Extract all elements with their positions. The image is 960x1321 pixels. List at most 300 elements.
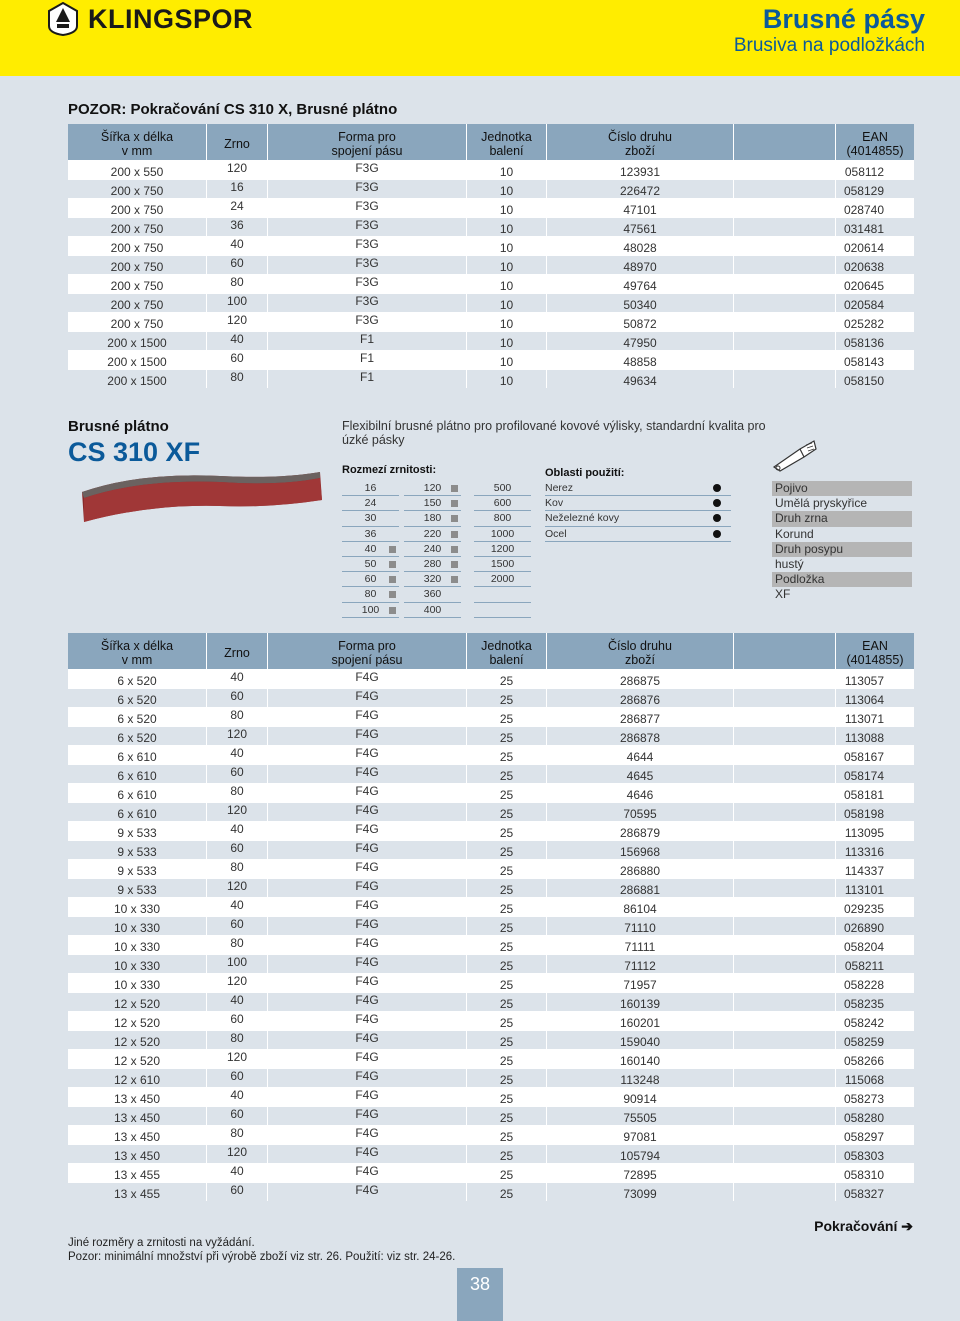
table-cell: 025282 xyxy=(836,312,914,331)
table-cell: 40 xyxy=(207,1087,268,1106)
table-cell: 115068 xyxy=(836,1068,914,1087)
table-cell: 120 xyxy=(207,802,268,821)
table-row xyxy=(68,973,914,992)
table-cell: F4G xyxy=(268,935,467,954)
table-cell xyxy=(734,1030,836,1049)
table-row xyxy=(68,821,914,840)
grit-label: 2000 xyxy=(490,573,515,586)
table-cell: 9 x 533 xyxy=(68,840,207,859)
brand-name: KLINGSPOR xyxy=(88,3,254,34)
grit-label: 240 xyxy=(423,542,442,555)
table-cell: 058280 xyxy=(836,1106,914,1125)
table-cell xyxy=(734,1125,836,1144)
table-cell xyxy=(734,878,836,897)
grit-value xyxy=(474,557,531,572)
table-cell: 4646 xyxy=(547,783,734,802)
table-cell: 10 xyxy=(467,312,547,331)
table-cell xyxy=(734,1144,836,1163)
table-cell: 47101 xyxy=(547,198,734,217)
table-row xyxy=(68,878,914,897)
table-cell: 113064 xyxy=(836,688,914,707)
table-cell: 058259 xyxy=(836,1030,914,1049)
table-cell: 40 xyxy=(207,669,268,688)
table-cell: 120 xyxy=(207,878,268,897)
table-cell: 25 xyxy=(467,840,547,859)
table-cell: 10 xyxy=(467,160,547,179)
table-row xyxy=(68,992,914,1011)
table-cell: 120 xyxy=(207,1144,268,1163)
table-cell: 286879 xyxy=(547,821,734,840)
recommended-grit-marker-icon xyxy=(451,515,458,522)
table-cell: 058211 xyxy=(836,954,914,973)
table-cell: 80 xyxy=(207,1125,268,1144)
table-cell: 4645 xyxy=(547,764,734,783)
table-cell: F4G xyxy=(268,783,467,802)
table-cell: 71111 xyxy=(547,935,734,954)
table-cell xyxy=(734,992,836,1011)
table-cell xyxy=(734,1182,836,1201)
page-subtitle: Brusiva na podložkách xyxy=(733,35,925,56)
product-name: CS 310 XF xyxy=(68,437,201,467)
grit-label: 40 xyxy=(364,542,377,555)
grit-value xyxy=(474,527,531,542)
table-cell xyxy=(734,745,836,764)
grit-label: 220 xyxy=(423,527,442,540)
table-cell: 25 xyxy=(467,1030,547,1049)
use-area-item xyxy=(545,481,731,496)
table-cell: F3G xyxy=(268,293,467,312)
column-header: Jednotka balení xyxy=(467,124,547,160)
table-row xyxy=(68,312,914,331)
table-cell: 026890 xyxy=(836,916,914,935)
table-cell: 13 x 455 xyxy=(68,1182,207,1201)
table-cell: 25 xyxy=(467,878,547,897)
table-cell: 40 xyxy=(207,236,268,255)
table-cell: 12 x 520 xyxy=(68,1030,207,1049)
grit-value xyxy=(474,542,531,557)
recommended-grit-marker-icon xyxy=(451,485,458,492)
table-cell xyxy=(734,331,836,350)
grit-label: 150 xyxy=(423,497,442,510)
grit-value xyxy=(404,542,461,557)
grit-value xyxy=(404,511,461,526)
table-cell: 160139 xyxy=(547,992,734,1011)
grit-value xyxy=(474,511,531,526)
property-label: Podložka xyxy=(772,572,912,587)
property-value: hustý xyxy=(775,556,804,571)
table-cell: 9 x 533 xyxy=(68,859,207,878)
table-cell: F3G xyxy=(268,312,467,331)
table-row xyxy=(68,350,914,369)
table-cell: 40 xyxy=(207,1163,268,1182)
table-cell: F4G xyxy=(268,821,467,840)
table-cell: 10 xyxy=(467,331,547,350)
table-row xyxy=(68,1068,914,1087)
table-cell: 60 xyxy=(207,916,268,935)
table-cell: F4G xyxy=(268,707,467,726)
table-cell: 12 x 520 xyxy=(68,992,207,1011)
table-cell: 80 xyxy=(207,935,268,954)
table-cell: 80 xyxy=(207,369,268,388)
table-cell: F1 xyxy=(268,350,467,369)
table-cell: 058242 xyxy=(836,1011,914,1030)
table-header-row xyxy=(68,633,914,669)
table-cell: 160140 xyxy=(547,1049,734,1068)
column-header: Forma pro spojení pásu xyxy=(268,124,467,160)
table-row xyxy=(68,669,914,688)
table-cell: 160201 xyxy=(547,1011,734,1030)
table-cell: 10 xyxy=(467,274,547,293)
column-header: Zrno xyxy=(207,633,268,669)
table-cell xyxy=(734,840,836,859)
table-cell xyxy=(734,236,836,255)
table-cell: 100 xyxy=(207,293,268,312)
table-cell: 114337 xyxy=(836,859,914,878)
table-cell: 286880 xyxy=(547,859,734,878)
grit-value xyxy=(342,496,399,511)
table-cell xyxy=(734,669,836,688)
table-cell: 6 x 520 xyxy=(68,726,207,745)
table-cell xyxy=(734,179,836,198)
grit-value xyxy=(474,481,531,496)
column-header: Šířka x délka v mm xyxy=(68,633,207,669)
column-header: Číslo druhu zboží xyxy=(547,124,734,160)
table-cell: F3G xyxy=(268,274,467,293)
table-cell: 80 xyxy=(207,859,268,878)
product-properties xyxy=(772,481,912,603)
table-cell: 6 x 520 xyxy=(68,707,207,726)
table-cell xyxy=(734,973,836,992)
table-cell: F4G xyxy=(268,1144,467,1163)
table-cell: F4G xyxy=(268,802,467,821)
table-cell: 70595 xyxy=(547,802,734,821)
table-cell: 6 x 520 xyxy=(68,669,207,688)
table-cell: F4G xyxy=(268,1163,467,1182)
table-cell: 6 x 610 xyxy=(68,802,207,821)
table-cell: 200 x 750 xyxy=(68,217,207,236)
grit-label: 30 xyxy=(364,512,377,525)
grit-label: 120 xyxy=(423,482,442,494)
table-cell xyxy=(734,1049,836,1068)
table-cell: 24 xyxy=(207,198,268,217)
recommended-grit-marker-icon xyxy=(389,561,396,568)
table-cell: 13 x 450 xyxy=(68,1087,207,1106)
table-cell: 80 xyxy=(207,783,268,802)
table-cell: 113101 xyxy=(836,878,914,897)
table-cell: 058112 xyxy=(836,160,914,179)
grit-value xyxy=(342,603,399,618)
table-cell: 25 xyxy=(467,1106,547,1125)
table-cell: F4G xyxy=(268,745,467,764)
grit-range-title: Rozmezí zrnitosti: xyxy=(342,464,437,476)
table-cell: 12 x 520 xyxy=(68,1049,207,1068)
grit-column-2 xyxy=(404,481,461,618)
table-cell: 60 xyxy=(207,840,268,859)
grit-value xyxy=(342,527,399,542)
table-cell: 60 xyxy=(207,255,268,274)
table-row xyxy=(68,1030,914,1049)
grit-value xyxy=(342,481,399,496)
grit-label: 180 xyxy=(423,512,442,525)
table-cell xyxy=(734,1011,836,1030)
table-cell: 028740 xyxy=(836,198,914,217)
grit-label: 24 xyxy=(364,497,377,510)
table-cell: F4G xyxy=(268,1125,467,1144)
table-cell: 97081 xyxy=(547,1125,734,1144)
table-cell: 120 xyxy=(207,726,268,745)
table-row xyxy=(68,688,914,707)
grit-value xyxy=(404,496,461,511)
table-cell: 020584 xyxy=(836,293,914,312)
table-cell: 48970 xyxy=(547,255,734,274)
table-cell: 80 xyxy=(207,274,268,293)
table-cell xyxy=(734,916,836,935)
table-cell: 029235 xyxy=(836,897,914,916)
table-cell: F3G xyxy=(268,179,467,198)
grit-label: 280 xyxy=(423,557,442,570)
note-other-sizes: Jiné rozměry a zrnitosti na vyžádání. xyxy=(68,1237,255,1249)
table-cell: 36 xyxy=(207,217,268,236)
table-cell: 25 xyxy=(467,1163,547,1182)
table-cell: F4G xyxy=(268,859,467,878)
table-cell: 25 xyxy=(467,1011,547,1030)
product-type-label: Brusné plátno xyxy=(68,418,169,435)
grit-label: 1500 xyxy=(490,557,515,570)
grit-label: 16 xyxy=(364,482,377,494)
table-cell: 120 xyxy=(207,973,268,992)
grit-label: 80 xyxy=(364,588,377,601)
column-header xyxy=(734,633,836,669)
table-cell: 40 xyxy=(207,897,268,916)
page-number: 38 xyxy=(457,1268,503,1321)
grit-value xyxy=(474,496,531,511)
property-value: Umělá pryskyřice xyxy=(775,496,868,511)
table-cell: F3G xyxy=(268,236,467,255)
continuation-heading: POZOR: Pokračování CS 310 X, Brusné plátno xyxy=(68,101,398,118)
property-label: Druh posypu xyxy=(772,542,912,557)
table-cell: 60 xyxy=(207,1011,268,1030)
table-cell: 25 xyxy=(467,707,547,726)
grit-value xyxy=(404,527,461,542)
table-cell: 25 xyxy=(467,916,547,935)
recommended-grit-marker-icon xyxy=(451,561,458,568)
table-cell: 16 xyxy=(207,179,268,198)
table-cell: F4G xyxy=(268,669,467,688)
table-row xyxy=(68,897,914,916)
suitability-dot-icon xyxy=(713,499,721,507)
table-cell: 200 x 550 xyxy=(68,160,207,179)
table-cell: 71110 xyxy=(547,916,734,935)
table-cell: 48858 xyxy=(547,350,734,369)
table-cell: 40 xyxy=(207,992,268,1011)
table-cell: 4644 xyxy=(547,745,734,764)
table-cell: 100 xyxy=(207,954,268,973)
table-cell: 123931 xyxy=(547,160,734,179)
recommended-grit-marker-icon xyxy=(389,576,396,583)
continue-link[interactable]: Pokračování ➔ xyxy=(814,1218,913,1234)
table-cell: 058204 xyxy=(836,935,914,954)
table-cell: 80 xyxy=(207,707,268,726)
grit-value xyxy=(342,542,399,557)
table-cell: 058303 xyxy=(836,1144,914,1163)
table-row xyxy=(68,745,914,764)
table-cell xyxy=(734,1068,836,1087)
table-row xyxy=(68,179,914,198)
table-cell: 020614 xyxy=(836,236,914,255)
grit-column-3 xyxy=(474,481,531,618)
column-header: Jednotka balení xyxy=(467,633,547,669)
table-cell xyxy=(734,783,836,802)
table-row xyxy=(68,1087,914,1106)
table-row xyxy=(68,331,914,350)
grit-label: 320 xyxy=(423,573,442,586)
brand-logo xyxy=(46,2,253,36)
table-cell: 25 xyxy=(467,745,547,764)
use-area-label: Nerez xyxy=(545,482,574,494)
grit-label: 60 xyxy=(364,573,377,586)
use-area-item xyxy=(545,527,731,542)
table-cell: 10 xyxy=(467,198,547,217)
table-row xyxy=(68,916,914,935)
table-cell: 058167 xyxy=(836,745,914,764)
table-cell xyxy=(734,350,836,369)
grit-label: 1200 xyxy=(490,542,515,555)
table-cell: 60 xyxy=(207,764,268,783)
table-row xyxy=(68,369,914,388)
table-cell: 058228 xyxy=(836,973,914,992)
table-cell: 40 xyxy=(207,745,268,764)
grit-value xyxy=(404,557,461,572)
table-row xyxy=(68,198,914,217)
klingspor-logo-icon xyxy=(46,2,80,36)
table-cell: 113057 xyxy=(836,669,914,688)
table-cell: F4G xyxy=(268,1087,467,1106)
table-cell: 105794 xyxy=(547,1144,734,1163)
table-cell: 86104 xyxy=(547,897,734,916)
table-cell: 60 xyxy=(207,1182,268,1201)
table-cell: 60 xyxy=(207,1068,268,1087)
table-row xyxy=(68,236,914,255)
table-cell: 113095 xyxy=(836,821,914,840)
table-cell: 286875 xyxy=(547,669,734,688)
page-title: Brusné pásy xyxy=(762,4,925,34)
table-cell: F1 xyxy=(268,331,467,350)
table-cell: F4G xyxy=(268,878,467,897)
table-cell: 226472 xyxy=(547,179,734,198)
table-cell: F3G xyxy=(268,255,467,274)
table-cell: 058327 xyxy=(836,1182,914,1201)
use-area-item xyxy=(545,511,731,526)
header-titles xyxy=(734,4,925,58)
table-cell: 60 xyxy=(207,1106,268,1125)
column-header: Zrno xyxy=(207,124,268,160)
table-cell: F4G xyxy=(268,954,467,973)
table-cell xyxy=(734,198,836,217)
belt-sander-icon xyxy=(770,437,818,473)
column-header: EAN (4014855) xyxy=(836,124,914,160)
table-cell: 10 x 330 xyxy=(68,897,207,916)
table-cell: 47561 xyxy=(547,217,734,236)
property-value: XF xyxy=(775,587,791,602)
table-cell: 200 x 750 xyxy=(68,312,207,331)
table-cell: 058235 xyxy=(836,992,914,1011)
table-cell: 200 x 1500 xyxy=(68,350,207,369)
table-cell: 200 x 750 xyxy=(68,293,207,312)
table-cell: 286876 xyxy=(547,688,734,707)
table-cell: 25 xyxy=(467,669,547,688)
table-cell: 12 x 520 xyxy=(68,1011,207,1030)
table-cell: 113248 xyxy=(547,1068,734,1087)
table-cell: 120 xyxy=(207,1049,268,1068)
table-cell: 50872 xyxy=(547,312,734,331)
table-cell: 49634 xyxy=(547,369,734,388)
table-cell: F4G xyxy=(268,764,467,783)
table-cell: 031481 xyxy=(836,217,914,236)
table-cell xyxy=(734,293,836,312)
grit-value xyxy=(474,603,531,618)
table-cell: 058266 xyxy=(836,1049,914,1068)
table-cell: 10 x 330 xyxy=(68,954,207,973)
table-row xyxy=(68,783,914,802)
table-cell: 10 xyxy=(467,217,547,236)
table-cell: 49764 xyxy=(547,274,734,293)
table-cell: 60 xyxy=(207,688,268,707)
grit-value xyxy=(474,572,531,587)
table-cell: 058150 xyxy=(836,369,914,388)
table-cell: 200 x 750 xyxy=(68,179,207,198)
page-header xyxy=(0,0,960,76)
table-cell: 200 x 750 xyxy=(68,198,207,217)
table-cell xyxy=(734,274,836,293)
table-cell: 9 x 533 xyxy=(68,878,207,897)
table-cell: F4G xyxy=(268,1068,467,1087)
table-row xyxy=(68,1106,914,1125)
table-cell xyxy=(734,312,836,331)
table-row xyxy=(68,726,914,745)
grit-label: 360 xyxy=(423,588,442,601)
recommended-grit-marker-icon xyxy=(389,607,396,614)
recommended-grit-marker-icon xyxy=(451,500,458,507)
grit-value xyxy=(342,511,399,526)
table-cell: 058174 xyxy=(836,764,914,783)
table-cell: 159040 xyxy=(547,1030,734,1049)
suitability-dot-icon xyxy=(713,514,721,522)
table-cell xyxy=(734,217,836,236)
table-cell: F4G xyxy=(268,1011,467,1030)
table-cell: 10 xyxy=(467,369,547,388)
table-row xyxy=(68,954,914,973)
table-cell: 058129 xyxy=(836,179,914,198)
table-row xyxy=(68,1125,914,1144)
table-cell: 200 x 750 xyxy=(68,255,207,274)
grit-value xyxy=(404,481,461,496)
table-row xyxy=(68,1011,914,1030)
recommended-grit-marker-icon xyxy=(389,546,396,553)
table-cell: F4G xyxy=(268,897,467,916)
table-cell: 25 xyxy=(467,783,547,802)
table-cell: F3G xyxy=(268,160,467,179)
table-cell: 25 xyxy=(467,1087,547,1106)
bottom-product-table xyxy=(68,633,914,1201)
table-cell: 25 xyxy=(467,1049,547,1068)
table-cell: 13 x 455 xyxy=(68,1163,207,1182)
table-cell: 020645 xyxy=(836,274,914,293)
table-cell: 80 xyxy=(207,1030,268,1049)
table-cell: 25 xyxy=(467,897,547,916)
footer-notes xyxy=(68,1236,455,1264)
table-cell xyxy=(734,897,836,916)
use-areas-title: Oblasti použití: xyxy=(545,467,625,479)
